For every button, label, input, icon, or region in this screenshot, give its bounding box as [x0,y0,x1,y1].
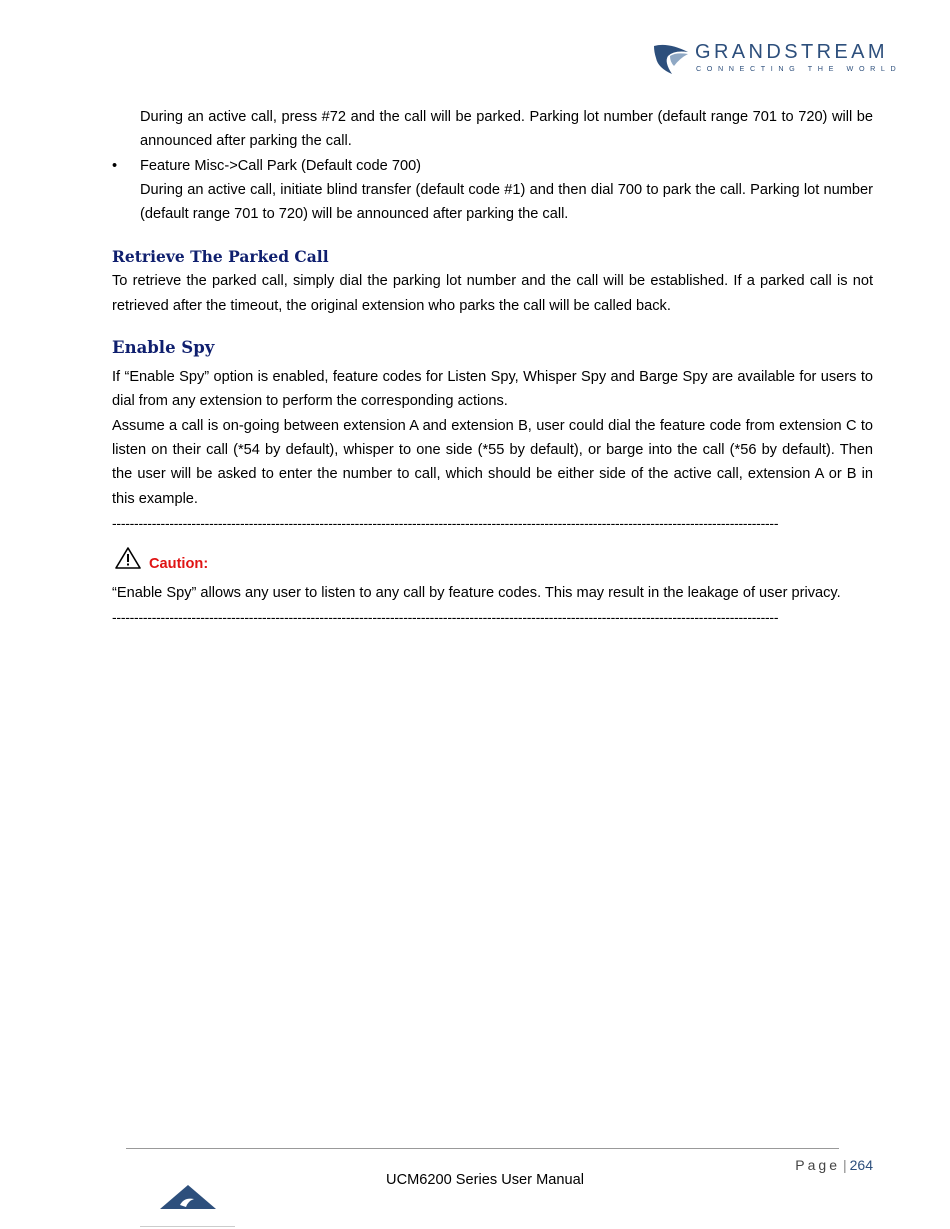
caution-label: Caution: [149,555,209,572]
page-content [112,105,873,629]
logo-wordmark: GRANDSTREAM [695,41,888,63]
caution-block [112,535,873,581]
separator-bottom: ------------------------------------------------------------------------------------------------------------------------------------------------------- [112,609,779,626]
bullet-marker: • [112,157,118,174]
footer-divider [126,1148,839,1149]
retrieve-heading: Retrieve The Parked Call [112,247,329,267]
separator-top: ------------------------------------------------------------------------------------------------------------------------------------------------------- [112,514,779,531]
bullet-text: Feature Misc->Call Park (Default code 700) [140,157,422,174]
grandstream-swoosh-icon [652,42,690,76]
bullet-item [112,154,873,227]
warning-triangle-icon [114,546,142,570]
caution-text: “Enable Spy” allows any user to listen to any call by feature codes. This may result in the leakage of user privacy. [112,584,841,601]
page-number [795,1157,873,1173]
logo-tagline: CONNECTING THE WORLD [696,64,902,73]
enable-spy-heading: Enable Spy [112,338,215,358]
page-label: Page [795,1157,840,1173]
page-separator: | [843,1157,847,1173]
footer-logo-icon [160,1183,216,1211]
bullet-paragraph: During an active call, initiate blind transfer (default code #1) and then dial 700 to park the call. Parking lot number (default range 701 to 720) will be announced after parking the call. [140,181,873,223]
manual-title: UCM6200 Series User Manual [386,1172,584,1188]
retrieve-paragraph: To retrieve the parked call, simply dial the parking lot number and the call will be established. If a parked call is not retrieved after the timeout, the original extension who parks the call will be called back. [112,273,873,314]
page-number-value: 264 [849,1157,873,1173]
spy-paragraph-1: If “Enable Spy” option is enabled, feature codes for Listen Spy, Whisper Spy and Barge Spy are available for users to dial from any extension to perform the corresponding actions. [112,369,873,410]
spy-paragraph-2: Assume a call is on-going between extension A and extension B, user could dial the feature code from extension C to listen on their call (*54 by default), whisper to one side (*55 by default), or barge into the call (*56 by default). Then the user will be asked to enter the number to call, which should be either side of the active call, extension A or B in this example. [112,417,873,507]
footer-rule [140,1226,235,1227]
intro-paragraph: During an active call, press #72 and the call will be parked. Parking lot number (default range 701 to 720) will be announced after parking the call. [140,109,873,150]
grandstream-logo [652,40,908,80]
